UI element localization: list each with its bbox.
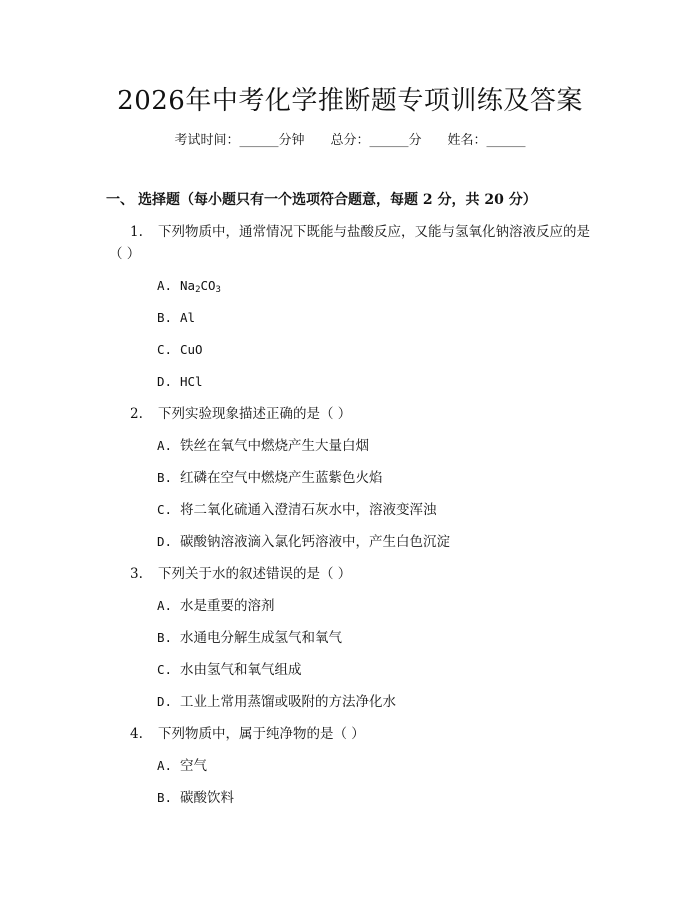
option-letter: B.	[157, 790, 173, 805]
question-3	[130, 564, 351, 584]
exam-info-line	[0, 131, 700, 151]
question-stem: 下列物质中，通常情况下既能与盐酸反应，又能与氢氧化钠溶液反应的是	[158, 224, 590, 240]
option-letter: B.	[157, 470, 173, 485]
question-number: 1.	[130, 224, 143, 240]
page-title: 2026年中考化学推断题专项训练及答案	[117, 86, 583, 116]
score-unit: 分	[408, 133, 422, 148]
option-letter: A.	[157, 438, 173, 453]
option-text: Al	[180, 310, 196, 325]
question-number: 3.	[130, 566, 143, 582]
option-letter: B.	[157, 630, 173, 645]
question-1-option-d	[157, 372, 203, 392]
question-3-option-c	[157, 660, 302, 680]
question-1	[130, 222, 590, 242]
option-letter: D.	[157, 374, 173, 389]
option-letter: D.	[157, 534, 173, 549]
option-letter: C.	[157, 342, 173, 357]
option-letter: A.	[157, 758, 173, 773]
question-2-option-a	[157, 436, 369, 456]
option-text: 水是重要的溶剂	[180, 598, 275, 614]
option-text: 水通电分解生成氢气和氧气	[180, 630, 342, 646]
question-3-option-b	[157, 628, 342, 648]
option-text: 空气	[180, 758, 207, 774]
option-text: $Na_2CO_3$	[180, 278, 221, 295]
question-3-option-d	[157, 692, 396, 712]
question-stem: 下列物质中，属于纯净物的是（ ）	[158, 726, 365, 742]
question-4	[130, 724, 365, 744]
score-blank: ______	[369, 133, 409, 148]
option-letter: C.	[157, 502, 173, 517]
time-label: 考试时间：	[174, 133, 240, 148]
option-text: 碳酸钠溶液滴入氯化钙溶液中，产生白色沉淀	[180, 534, 450, 550]
option-text: 碳酸饮料	[180, 790, 234, 806]
option-letter: A.	[157, 278, 173, 293]
option-text: 工业上常用蒸馏或吸附的方法净化水	[180, 694, 396, 710]
option-letter: A.	[157, 598, 173, 613]
question-1-option-c	[157, 340, 203, 360]
option-text: 将二氧化硫通入澄清石灰水中，溶液变浑浊	[180, 502, 437, 518]
section-number: 一、	[106, 192, 134, 208]
question-number: 4.	[130, 726, 143, 742]
option-text: 铁丝在氧气中燃烧产生大量白烟	[180, 438, 369, 454]
section-title: 选择题（每小题只有一个选项符合题意，每题 2 分，共 20 分）	[138, 192, 537, 208]
option-text: CuO	[180, 342, 203, 357]
time-blank: ______	[239, 133, 279, 148]
option-text: 水由氢气和氧气组成	[180, 662, 302, 678]
name-blank: ______	[486, 133, 526, 148]
question-1-stem-continuation: （ ）	[109, 246, 141, 262]
question-2	[130, 404, 351, 424]
question-2-option-c	[157, 500, 437, 520]
option-letter: C.	[157, 662, 173, 677]
question-4-option-b	[157, 788, 234, 808]
option-text: HCl	[180, 374, 203, 389]
name-label: 姓名：	[447, 133, 487, 148]
option-letter: D.	[157, 694, 173, 709]
section-heading	[106, 190, 537, 210]
question-1-option-b	[157, 308, 195, 328]
score-label: 总分：	[330, 133, 370, 148]
option-text: 红磷在空气中燃烧产生蓝紫色火焰	[180, 470, 383, 486]
question-1-option-a	[157, 276, 221, 296]
time-unit: 分钟	[278, 133, 305, 148]
question-2-option-d	[157, 532, 450, 552]
question-stem: 下列实验现象描述正确的是（ ）	[158, 406, 352, 422]
option-letter: B.	[157, 310, 173, 325]
question-2-option-b	[157, 468, 383, 488]
question-number: 2.	[130, 406, 143, 422]
question-4-option-a	[157, 756, 207, 776]
question-stem: 下列关于水的叙述错误的是（ ）	[158, 566, 352, 582]
question-3-option-a	[157, 596, 275, 616]
